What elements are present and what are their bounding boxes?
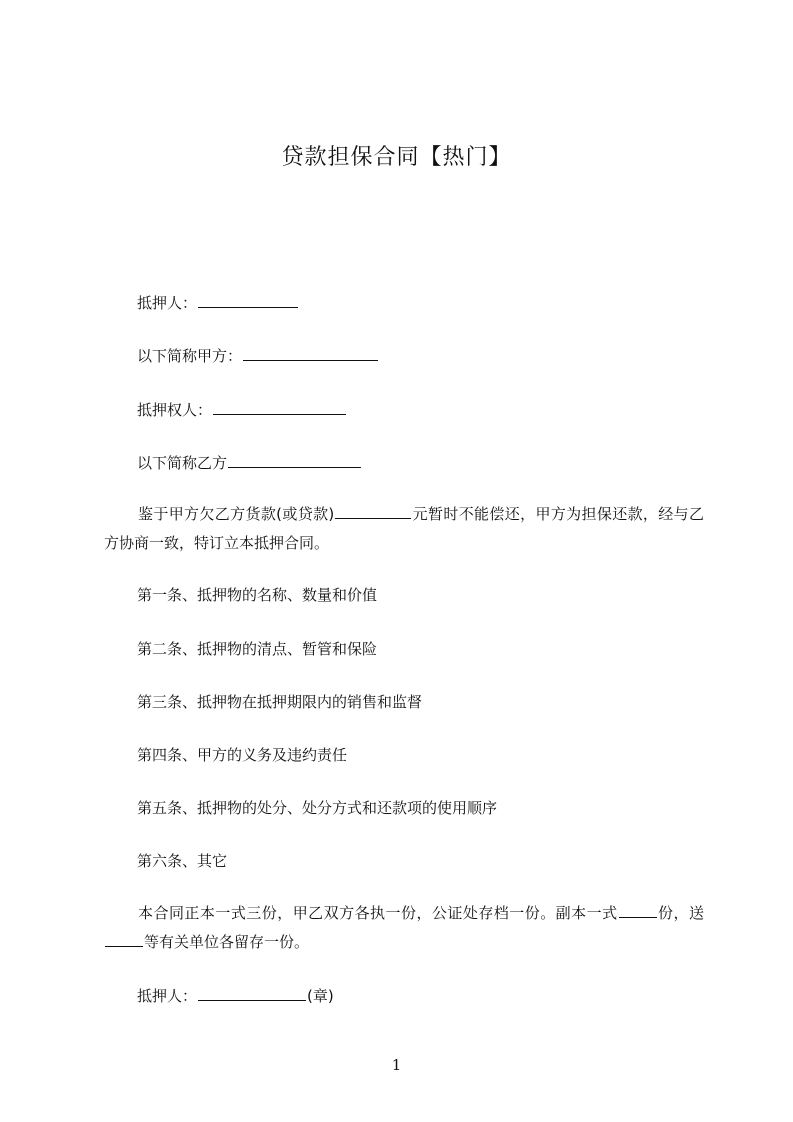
article-3: 第三条、抵押物在抵押期限内的销售和监督 [137,693,423,711]
preamble-paragraph [104,500,704,558]
party-b-label: 以下简称乙方 [137,454,228,472]
mortgagor-label: 抵押人： [137,294,198,312]
party-a-label: 以下简称甲方： [137,347,243,365]
signature-line [137,985,334,1006]
preamble-text-1: 鉴于甲方欠乙方货款(或贷款) [138,505,335,523]
signature-label: 抵押人： [137,987,198,1005]
copies-count-blank [619,903,657,918]
article-4: 第四条、甲方的义务及违约责任 [137,746,348,764]
preamble-text-2: 元暂时不能偿还，甲方为担保还款，经与乙方协商一致，特订立本抵押合同。 [104,505,704,552]
page-number: 1 [391,1056,402,1074]
seal-label: (章) [307,987,334,1005]
article-5: 第五条、抵押物的处分、处分方式和还款项的使用顺序 [137,799,498,817]
article-1: 第一条、抵押物的名称、数量和价值 [137,586,378,604]
mortgagor-blank [198,293,298,308]
mortgagee-line [137,399,347,420]
mortgagee-label: 抵押权人： [137,401,213,419]
copies-paragraph [104,899,704,957]
copies-text-2: 份，送 [657,904,704,922]
party-b-blank [228,453,361,468]
article-2: 第二条、抵押物的清点、暂管和保险 [137,640,378,658]
mortgagor-line [137,292,299,313]
copies-text-1: 本合同正本一式三份，甲乙双方各执一份，公证处存档一份。副本一式 [138,904,618,922]
copies-recipient-blank [105,932,143,947]
party-a-line [137,345,379,366]
party-a-blank [243,346,378,361]
party-b-line [137,452,362,473]
signature-blank [198,986,306,1001]
document-title: 贷款担保合同【热门】 [281,145,512,170]
copies-text-3: 等有关单位各留存一份。 [144,933,310,951]
mortgagee-blank [213,400,346,415]
article-6: 第六条、其它 [137,852,228,870]
amount-blank [335,504,411,519]
